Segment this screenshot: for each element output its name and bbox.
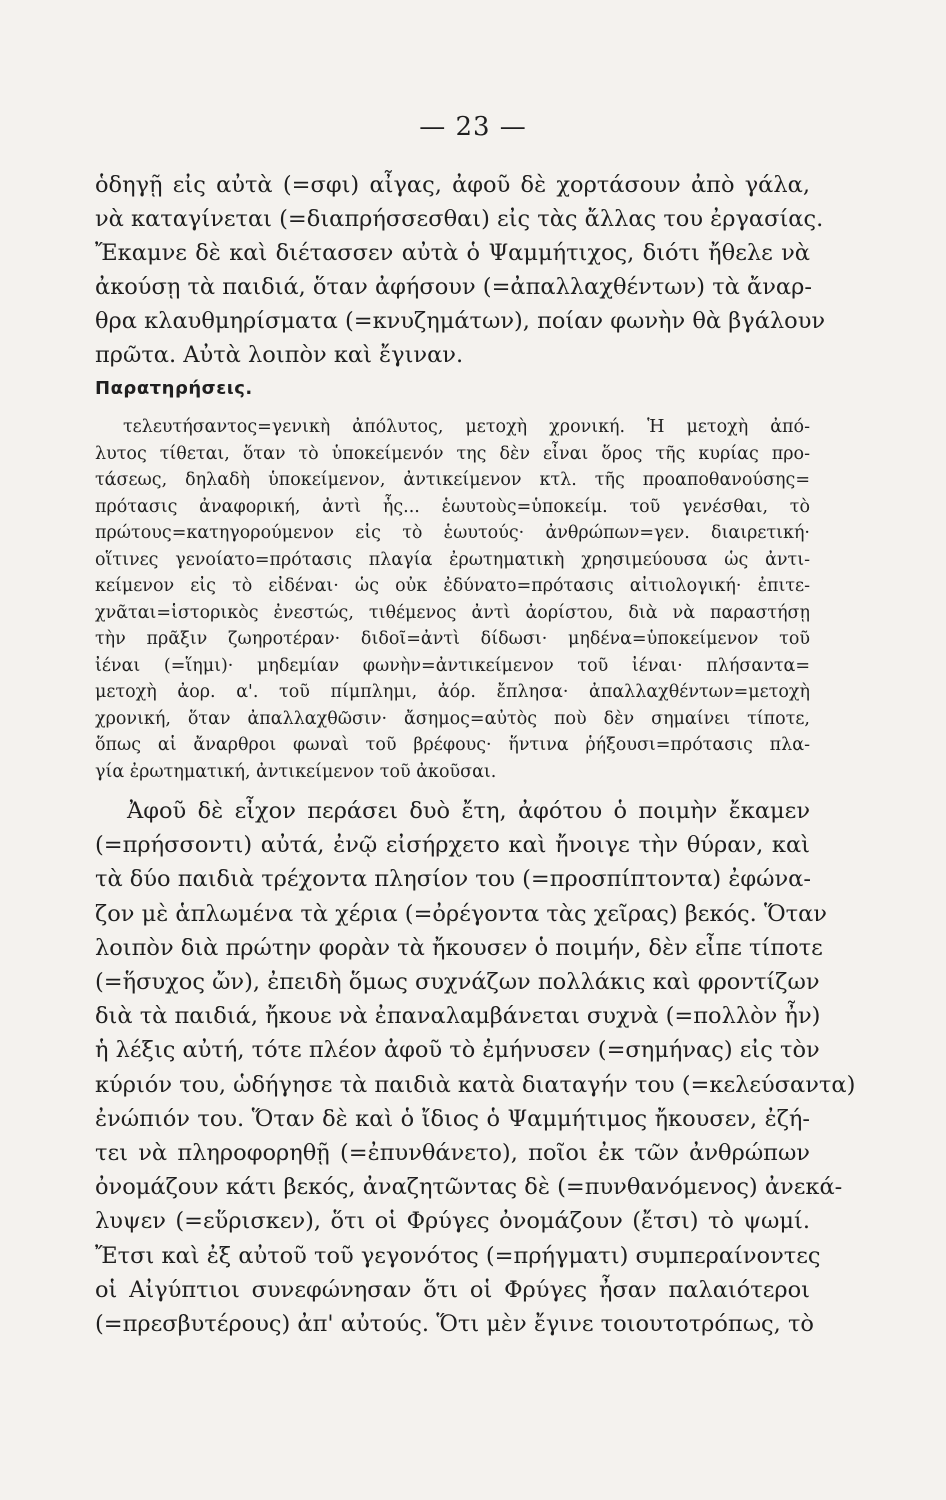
note-line: ὅπως αἱ ἄναρθροι φωναὶ τοῦ βρέφους· ἥντινα ῥήξουσι=πρότασις πλα- xyxy=(95,735,810,755)
text-line: ὀνομάζουν κάτι βεκός, ἀναζητῶντας δὲ (=πυνθανόμενος) ἀνεκά- xyxy=(95,1174,843,1201)
note-line: ἰέναι (=ἵημι)· μηδεμίαν φωνὴν=ἀντικείμενον τοῦ ἰέναι· πλήσαντα= xyxy=(95,655,810,676)
note-line: πρώτους=κατηγορούμενον εἰς τὸ ἑωυτούς· ἀνθρώπων=γεν. διαιρετική· xyxy=(95,523,810,543)
paragraph-translation-1 xyxy=(95,168,826,372)
notes-section xyxy=(95,414,810,785)
note-line: χνᾶται=ἱστορικὸς ἐνεστώς, τιθέμενος ἀντὶ ἀορίστου, διὰ νὰ παραστήσῃ xyxy=(95,602,810,623)
text-line: τὰ δύο παιδιὰ τρέχοντα πλησίον του (=προσπίπτοντα) ἐφώνα- xyxy=(95,866,811,893)
text-line: διὰ τὰ παιδιά, ἤκουε νὰ ἐπαναλαμβάνεται συχνὰ (=πολλὸν ἦν) xyxy=(95,1003,821,1030)
text-line: ἀκούσῃ τὰ παιδιά, ὅταν ἀφήσουν (=ἀπαλλαχθέντων) τὰ ἄναρ- xyxy=(95,274,812,300)
text-line: Ἔτσι καὶ ἐξ αὐτοῦ τοῦ γεγονότος (=πρήγματι) συμπεραίνοντες xyxy=(95,1242,821,1269)
text-line: ζον μὲ ἁπλωμένα τὰ χέρια (=ὀρέγοντα τὰς χεῖρας) βεκός. Ὅταν xyxy=(95,900,827,927)
note-line: οἵτινες γενοίατο=πρότασις πλαγία ἐρωτηματικὴ χρησιμεύουσα ὡς ἀντι- xyxy=(95,549,810,570)
text-line: Ἀφοῦ δὲ εἶχον περάσει δυὸ ἔτη, ἀφότου ὁ ποιμὴν ἔκαμεν xyxy=(127,798,810,824)
note-line: μετοχὴ ἀορ. α'. τοῦ πίμπλημι, ἀόρ. ἔπλησα· ἀπαλλαχθέντων=μετοχὴ xyxy=(95,682,810,702)
text-line: οἱ Αἰγύπτιοι συνεφώνησαν ὅτι οἱ Φρύγες ἦσαν παλαιότεροι xyxy=(95,1276,810,1303)
text-line: ὁδηγῇ εἰς αὐτὰ (=σφι) αἶγας, ἀφοῦ δὲ χορτάσουν ἀπὸ γάλα, xyxy=(95,172,810,198)
text-line: (=ἥσυχος ὤν), ἐπειδὴ ὅμως συχνάζων πολλάκις καὶ φροντίζων xyxy=(95,969,820,996)
note-line: τελευτήσαντος=γενικὴ ἀπόλυτος, μετοχὴ χρονική. Ἡ μετοχὴ ἀπό- xyxy=(123,417,810,437)
note-line: λυτος τίθεται, ὅταν τὸ ὑποκείμενόν της δὲν εἶναι ὅρος τῆς κυρίας προ- xyxy=(95,443,810,464)
paragraph-translation-2 xyxy=(95,794,856,1341)
text-line: Ἔκαμνε δὲ καὶ διέτασσεν αὐτὰ ὁ Ψαμμήτιχος, διότι ἤθελε νὰ xyxy=(95,240,810,266)
note-line: πρότασις ἀναφορική, ἀντὶ ἧς... ἑωυτοὺς=ὑποκείμ. τοῦ γενέσθαι, τὸ xyxy=(95,496,810,517)
text-line: κύριόν του, ὡδήγησε τὰ παιδιὰ κατὰ διαταγήν του (=κελεύσαντα) xyxy=(95,1071,856,1098)
page-number: — 23 — xyxy=(419,112,527,142)
text-line: νὰ καταγίνεται (=διαπρήσσεσθαι) εἰς τὰς ἄλλας του ἐργασίας. xyxy=(95,206,824,232)
text-line: λοιπὸν διὰ πρώτην φορὰν τὰ ἤκουσεν ὁ ποιμήν, δὲν εἶπε τίποτε xyxy=(95,934,823,961)
text-line: τει νὰ πληροφορηθῇ (=ἐπυνθάνετο), ποῖοι ἐκ τῶν ἀνθρώπων xyxy=(95,1140,810,1167)
text-line: λυψεν (=εὕρισκεν), ὅτι οἱ Φρύγες ὀνομάζουν (ἔτσι) τὸ ψωμί. xyxy=(95,1208,810,1235)
note-line: τὴν πρᾶξιν ζωηροτέραν· διδοῖ=ἀντὶ δίδωσι· μηδένα=ὑποκείμενον τοῦ xyxy=(95,629,810,649)
text-line: ἐνώπιόν του. Ὅταν δὲ καὶ ὁ ἴδιος ὁ Ψαμμήτιμος ἤκουσεν, ἐζή- xyxy=(95,1105,810,1132)
text-line: (=πρεσβυτέρους) ἀπ' αὐτούς. Ὅτι μὲν ἔγινε τοιουτοτρόπως, τὸ xyxy=(95,1311,814,1338)
note-line: τάσεως, δηλαδὴ ὑποκείμενον, ἀντικείμενον κτλ. τῆς προαποθανούσης= xyxy=(95,470,810,490)
text-line: πρῶτα. Αὐτὰ λοιπὸν καὶ ἔγιναν. xyxy=(95,342,464,368)
note-line: κείμενον εἰς τὸ εἰδέναι· ὡς οὐκ ἐδύνατο=πρότασις αἰτιολογική· ἐπιτε- xyxy=(95,576,810,596)
text-line: θρα κλαυθμηρίσματα (=κνυζημάτων), ποίαν φωνὴν θὰ βγάλουν xyxy=(95,308,826,334)
text-line: (=πρήσσοντι) αὐτά, ἐνῷ εἰσήρχετο καὶ ἤνοιγε τὴν θύραν, καὶ xyxy=(95,832,810,859)
text-line: ἡ λέξις αὐτή, τότε πλέον ἀφοῦ τὸ ἐμήνυσεν (=σημήνας) εἰς τὸν xyxy=(95,1037,820,1064)
note-line: χρονική, ὅταν ἀπαλλαχθῶσιν· ἄσημος=αὐτὸς ποὺ δὲν σημαίνει τίποτε, xyxy=(95,708,810,729)
notes-heading: Παρατηρήσεις. xyxy=(95,378,253,399)
note-line: γία ἐρωτηματική, ἀντικείμενον τοῦ ἀκοῦσαι. xyxy=(95,761,497,782)
